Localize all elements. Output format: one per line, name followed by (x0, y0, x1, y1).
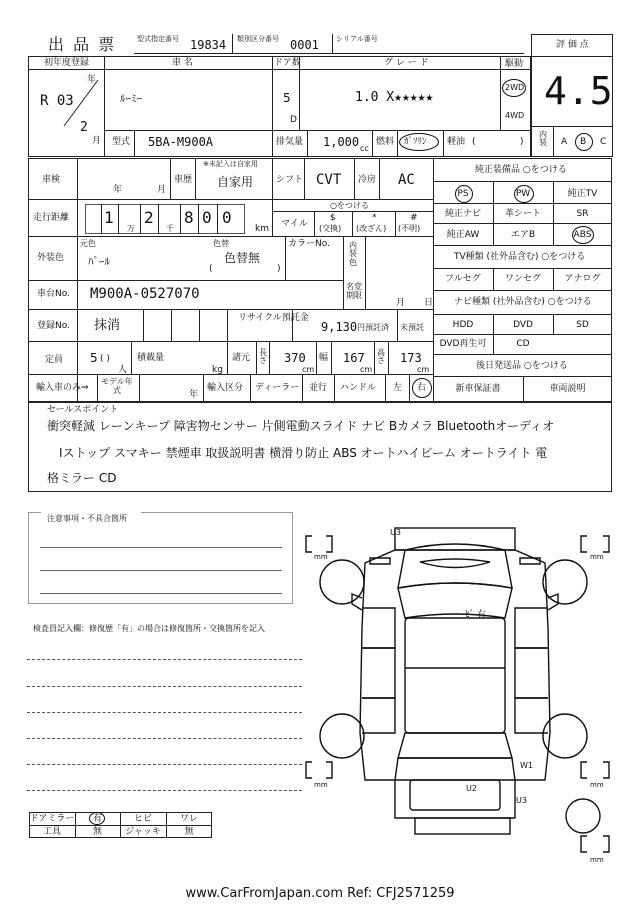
shift-label: シフト (276, 175, 304, 185)
load-label: 積載量 (137, 353, 165, 363)
handle-label: ハンドル (340, 383, 377, 393)
u3-bottom-mark: U3 (516, 796, 527, 805)
score-label: 評 価 点 (556, 40, 589, 50)
mm-label-2: mm (590, 553, 604, 561)
drive-label: 駆動 (505, 59, 524, 69)
int-color-label: 内装色 (349, 241, 357, 267)
equip-tv: 純正TV (567, 189, 598, 199)
equip-aw: 純正AW (446, 230, 480, 240)
equip-airbag: エアB (510, 230, 536, 240)
displacement-value: 1,000 (323, 135, 360, 149)
history-value: 自家用 (217, 175, 254, 189)
tv-full: フルセグ (445, 274, 481, 284)
mileage-km: km (255, 224, 269, 234)
equip-nav: 純正ナビ (444, 209, 481, 219)
break-label: ワレ (179, 814, 198, 824)
doors-value: 5 (283, 91, 291, 105)
expiry-day-label: 日 (424, 298, 434, 308)
width-cm: cm (360, 365, 373, 374)
history-note: ※未記入は自家用 (203, 160, 258, 168)
mileage-digit-3: 8 (184, 208, 194, 227)
fuel-label: 燃料 (376, 137, 395, 147)
car-name-value: ﾙｰﾐｰ (120, 92, 142, 105)
caution-label: 注意事項・不具合箇所 (47, 514, 127, 523)
displacement-label: 排気量 (276, 137, 304, 147)
mileage-dollar: $ (330, 213, 336, 223)
import-label: 輸入車のみ⇒ (36, 383, 89, 393)
orig-color-value: ﾊﾟｰﾙ (88, 255, 110, 268)
first-reg-year: R 03 (40, 93, 74, 109)
width-label: 幅 (319, 353, 329, 363)
fuel-gasoline: ｶﾞｿﾘﾝ (404, 137, 427, 147)
import-type-label: 輸入区分 (207, 383, 244, 393)
jack-label: ジャッキ (125, 827, 161, 837)
mileage-digit-4: 0 (202, 208, 212, 227)
form-title: 出 品 票 (48, 35, 117, 54)
mileage-hash-sub: (不明) (398, 224, 421, 233)
mm-label-4: mm (590, 781, 604, 789)
tv-one: ワンセグ (504, 274, 541, 284)
length-value: 370 (284, 351, 306, 365)
repaint-value: 色替無 (224, 251, 261, 265)
first-reg-month: 2 (80, 120, 88, 135)
interior-c: C (600, 137, 607, 147)
fuel-paren-open: ( (472, 137, 476, 147)
shaken-month-label: 月 (157, 185, 167, 195)
footer-ref: www.CarFromJapan.com Ref: CFJ2571259 (185, 886, 455, 901)
year-label: 年 (87, 75, 97, 85)
history-label: 車歴 (174, 175, 193, 185)
capacity-person: 人 (118, 365, 128, 375)
mirror-yes: 有 (92, 814, 102, 824)
expiry-label: 名変期限 (346, 282, 362, 300)
shaken-label: 車検 (42, 175, 61, 185)
width-value: 167 (343, 351, 365, 365)
mileage-sen: 千 (166, 224, 174, 233)
model-type-label: 型式 (112, 137, 131, 147)
category-value: 0001 (290, 38, 319, 52)
sales-line-2: Iストップ スマキー 禁煙車 取扱説明書 横滑り防止 ABS オートハイビーム オートライト 電 (59, 446, 548, 460)
handle-left: 左 (393, 383, 403, 393)
equip-ps: PS (457, 189, 469, 199)
capacity-value: 5 (90, 351, 98, 365)
w1-mark: W1 (520, 761, 533, 770)
model-year-label: モデル年式 (101, 377, 133, 395)
interior-b: B (580, 137, 587, 147)
mileage-man: 万 (127, 224, 135, 233)
after-title: 後日発送品 ○をつける (476, 361, 568, 371)
ac-label: 冷房 (358, 175, 377, 185)
door-type: D (290, 115, 297, 125)
mileage-digit-5: 0 (222, 208, 232, 227)
capacity-label: 定員 (45, 355, 64, 365)
caution-box (28, 512, 293, 604)
color-no-label: カラーNo. (288, 239, 330, 249)
u2-mark: U2 (466, 784, 477, 793)
sales-points-label: セールスポイント (47, 405, 119, 415)
mileage-label: 走行距離 (33, 213, 70, 223)
height-cm: cm (417, 365, 430, 374)
warranty-book: 新車保証書 (455, 384, 501, 394)
grade-label: グ レ ー ド (384, 58, 429, 68)
drive-4wd: 4WD (505, 111, 525, 120)
sales-line-3: 格ミラー CD (47, 471, 117, 485)
cc-label: cc (360, 144, 369, 153)
mileage-hash: # (410, 213, 418, 223)
nav-cd: CD (516, 339, 530, 349)
grade-value: 1.0 X★★★★★ (355, 90, 434, 105)
shaken-year-label: 年 (113, 185, 123, 195)
mileage-mile: マイル (281, 219, 308, 229)
height-value: 173 (400, 351, 422, 365)
equip-pw: PW (515, 189, 531, 199)
recycle-label: リサイクル預託金 (238, 313, 309, 323)
model-type-value: 5BA-M900A (148, 135, 214, 149)
car-damage-diagram (300, 518, 630, 868)
shift-value: CVT (316, 172, 342, 188)
length-label: 長さ (259, 348, 267, 365)
doors-label: ドア数 (274, 58, 301, 68)
sales-line-1: 衝突軽減 レーンキープ 障害物センサー 片側電動スライド ナビ Bカメラ Bluetoothオーディオ (47, 419, 555, 433)
fuel-paren-close: ) (520, 137, 524, 147)
first-reg-label: 初年度登録 (44, 58, 90, 68)
capacity-paren: ( ) (100, 354, 110, 364)
interior-a: A (561, 137, 568, 147)
tv-title: TV種類 (社外品含む) ○をつける (454, 252, 586, 262)
orig-color-label: 元色 (80, 239, 96, 248)
mileage-star-sub: (改ざん) (356, 224, 387, 233)
score-value: 4.5 (544, 69, 613, 113)
mm-label-1: mm (314, 553, 328, 561)
mileage-digit-2: 2 (144, 208, 154, 227)
tool-value: 無 (92, 827, 102, 837)
load-kg: kg (212, 365, 223, 375)
height-label: 高さ (377, 348, 385, 365)
mileage-dollar-sub: (交換) (319, 224, 342, 233)
repaint-paren-close: ) (277, 264, 281, 274)
mirror-label: ドアミラー (29, 814, 75, 824)
registration-label: 登録No. (37, 321, 70, 331)
equip-abs: ABS (573, 230, 592, 240)
equip-sr: SR (576, 209, 589, 219)
serial-label: シリアル番号 (336, 35, 378, 43)
drive-2wd: 2WD (505, 83, 525, 92)
equipment-title: 純正装備品 ○をつける (475, 165, 567, 175)
nav-sd: SD (576, 320, 589, 330)
jack-value: 無 (184, 827, 194, 837)
crack-label: ヒビ (133, 814, 152, 824)
recycle-unit: 円預託済 (357, 323, 389, 332)
import-year-label: 年 (189, 390, 199, 400)
mileage-circle-note: ○をつける (330, 201, 369, 210)
chassis-value: M900A-0527070 (90, 286, 200, 302)
repaint-label: 色替 (213, 239, 229, 248)
dvd-playback: DVD再生可 (439, 339, 487, 349)
recycle-value: 9,130 (321, 320, 358, 334)
month-label: 月 (92, 136, 102, 146)
nav-title: ナビ種類 (社外品含む) ○をつける (454, 297, 592, 307)
car-name-label: 車 名 (172, 58, 193, 68)
damage-mark-center: ﾋﾞ 右 (465, 610, 486, 620)
import-dealer: ディーラー (255, 383, 300, 393)
mileage-star: * (372, 213, 377, 223)
fuel-diesel: 軽油 (447, 137, 466, 147)
nav-hdd: HDD (452, 320, 474, 330)
import-parallel: 並行 (309, 383, 328, 393)
u3-top-mark: U3 (390, 528, 401, 537)
equip-leather: 革シート (504, 209, 541, 219)
handle-right: 右 (417, 383, 427, 393)
dims-label: 諸元 (232, 353, 251, 363)
registration-value: 抹消 (94, 318, 121, 333)
tool-label: 工具 (42, 827, 61, 837)
interior-label: 内装 (539, 130, 547, 147)
expiry-month-label: 月 (396, 298, 406, 308)
color-label: 外装色 (37, 253, 65, 263)
mileage-digit-1: 1 (104, 208, 114, 227)
recycle-unpaid: 未預託 (400, 323, 424, 332)
inspector-label: 検査員記入欄：修復歴「有」の場合は修復箇所・交換箇所を記入 (33, 624, 265, 633)
model-designation-value: 19834 (190, 38, 227, 52)
mm-label-5: mm (590, 856, 604, 864)
chassis-label: 車台No. (37, 289, 70, 299)
model-designation-label: 型式指定番号 (137, 35, 179, 43)
manual-book: 車両説明 (549, 384, 586, 394)
ac-value: AC (398, 172, 415, 188)
category-label: 類別区分番号 (237, 35, 279, 43)
length-cm: cm (302, 365, 315, 374)
repaint-paren-open: ( (209, 264, 213, 274)
tv-analog: アナログ (564, 274, 601, 284)
mm-label-3: mm (314, 781, 328, 789)
nav-dvd: DVD (513, 320, 533, 330)
